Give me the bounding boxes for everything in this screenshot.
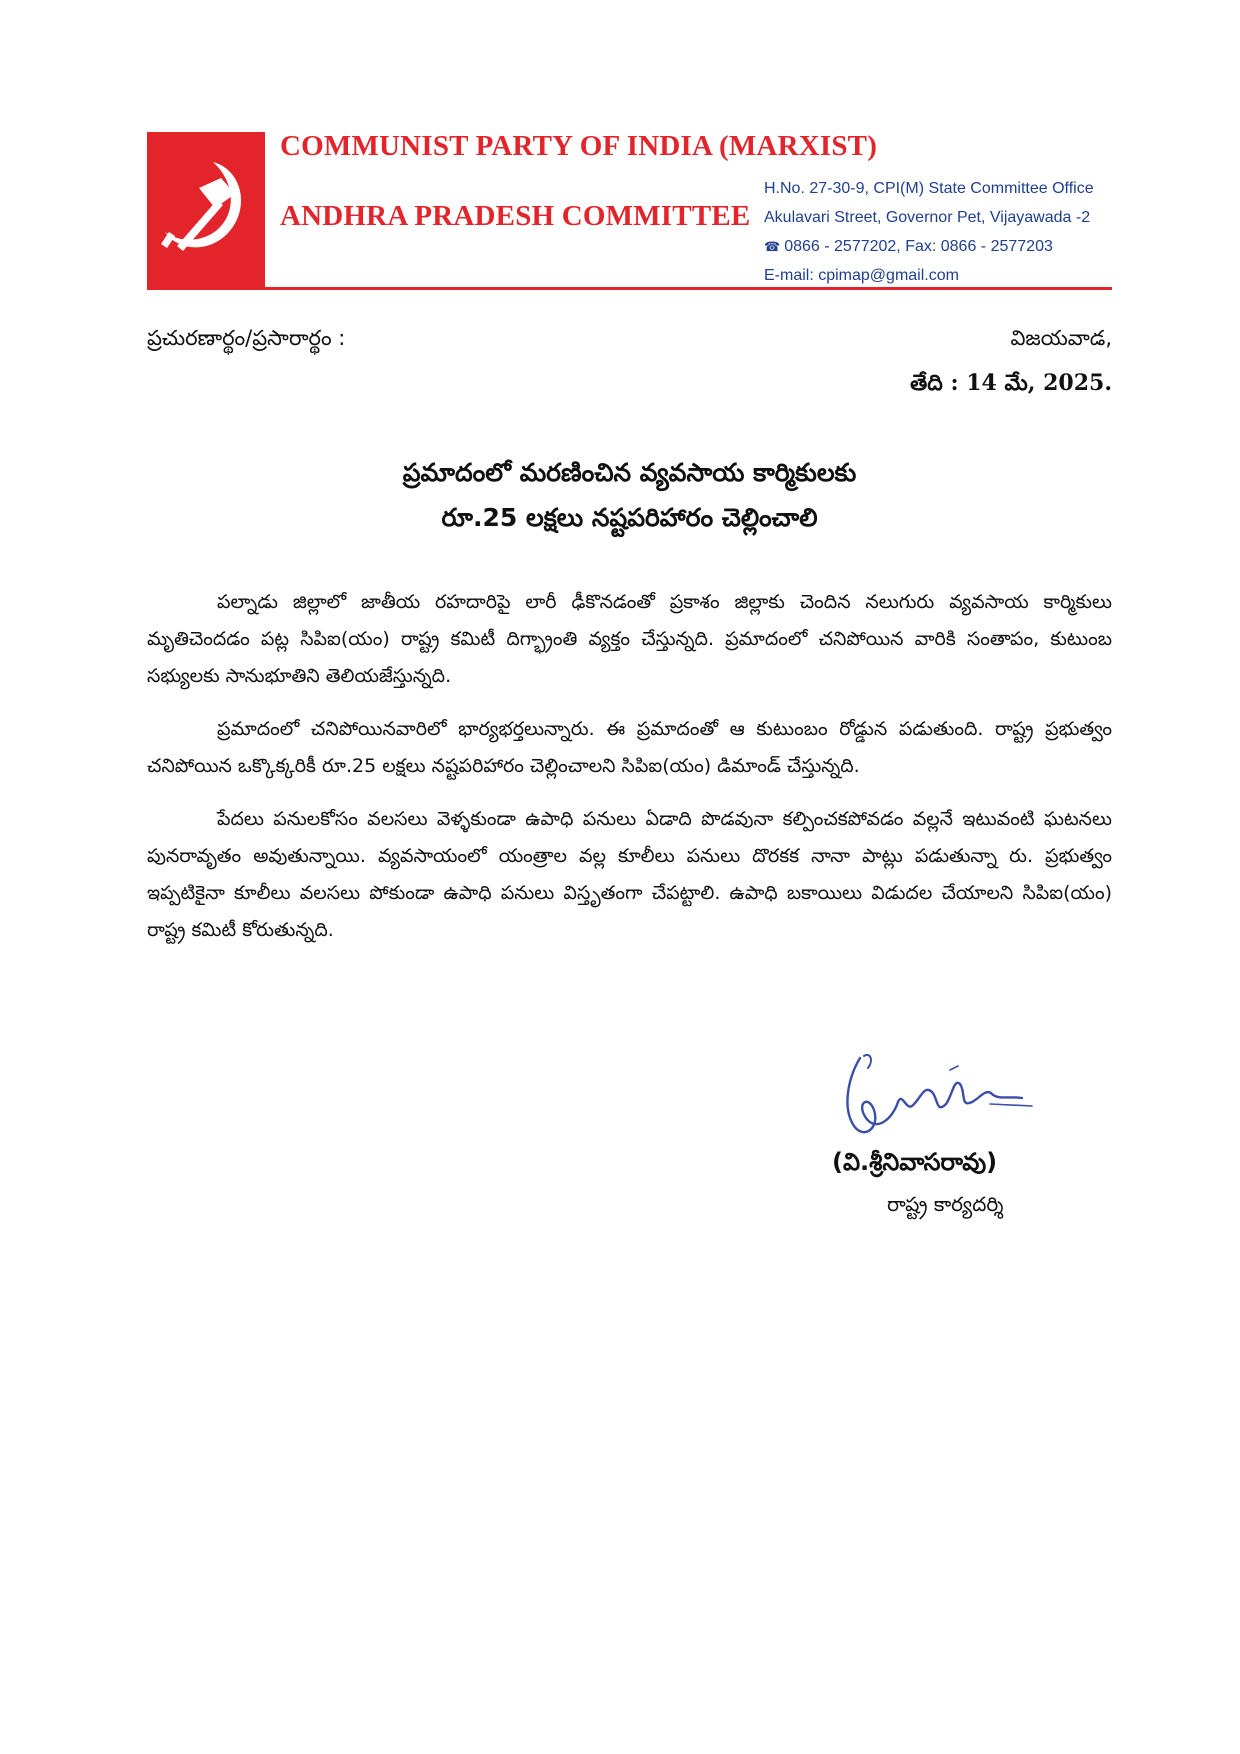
letterhead-address (764, 174, 1094, 290)
party-logo-block (147, 132, 265, 290)
hammer-sickle-icon (155, 152, 257, 270)
signatory-title: రాష్ట్ర కార్యదర్శి (887, 1192, 1004, 1216)
telephone-icon: ☎ (764, 239, 781, 254)
committee-name: ANDHRA PRADESH COMMITTEE (280, 200, 751, 232)
headline-line-1: ప్రమాదంలో మరణించిన వ్యవసాయ కార్మికులకు (402, 458, 857, 487)
date: తేది : 14 మే, 2025. (910, 370, 1112, 396)
address-line-2: Akulavari Street, Governor Pet, Vijayawada -2 (764, 209, 1091, 226)
body-paragraph-3: పేదలు పనులకోసం వలసలు వెళ్ళకుండా ఉపాధి పనులు ఏడాది పొడవునా కల్పించకపోవడం వల్లనే ఇటువంటి ఘటనలు పునరావృతం అవుతున్నాయి. వ్యవసాయంలో యంత్రాల వల్ల కూలీలు పనులు దొరకక నానా పాట్లు పడుతున్నా రు. ప్రభుత్వం ఇప్పటికైనా కూలీలు వలసలు పోకుండా ఉపాధి పనులు విస్తృతంగా చేపట్టాలి. ఉపాధి బకాయిలు విడుదల చేయాలని సిపిఐ(యం) రాష్ట్ర కమిటీ కోరుతున్నది. (147, 808, 1112, 941)
phone-line (764, 232, 1094, 261)
body-text (147, 584, 1112, 965)
address-line-1: H.No. 27-30-9, CPI(M) State Committee Office (764, 180, 1094, 197)
release-for-publication-label: ప్రచురణార్థం/ప్రసారార్థం : (147, 326, 346, 350)
email-line: E-mail: cpimap@gmail.com (764, 267, 959, 284)
party-name: COMMUNIST PARTY OF INDIA (MARXIST) (280, 130, 878, 162)
headline-line-2: రూ.25 లక్షలు నష్టపరిహారం చెల్లించాలి (441, 503, 818, 532)
body-paragraph-2: ప్రమాదంలో చనిపోయినవారిలో భార్యభర్తలున్నారు. ఈ ప్రమాదంతో ఆ కుటుంబం రోడ్డున పడుతుంది. రాష్ట్ర ప్రభుత్వం చనిపోయిన ఒక్కొక్కరికీ రూ.25 లక్షలు నష్టపరిహారం చెల్లించాలని సిపిఐ(యం) డిమాండ్ చేస్తున్నది. (147, 718, 1112, 777)
signatory-name: (వి.శ్రీనివాసరావు) (832, 1148, 998, 1176)
phone-text: 0866 - 2577202, Fax: 0866 - 2577203 (784, 238, 1053, 255)
place: విజయవాడ, (1010, 326, 1112, 350)
handwritten-signature (840, 1048, 1040, 1148)
body-paragraph-1: పల్నాడు జిల్లాలో జాతీయ రహదారిపై లారీ ఢీకొనడంతో ప్రకాశం జిల్లాకు చెందిన నలుగురు వ్యవసాయ కార్మికులు మృతిచెందడం పట్ల సిపిఐ(యం) రాష్ట్ర కమిటీ దిగ్భ్రాంతి వ్యక్తం చేస్తున్నది. ప్రమాదంలో చనిపోయిన వారికి సంతాపం, కుటుంబ సభ్యులకు సానుభూతిని తెలియజేస్తున్నది. (147, 591, 1112, 687)
